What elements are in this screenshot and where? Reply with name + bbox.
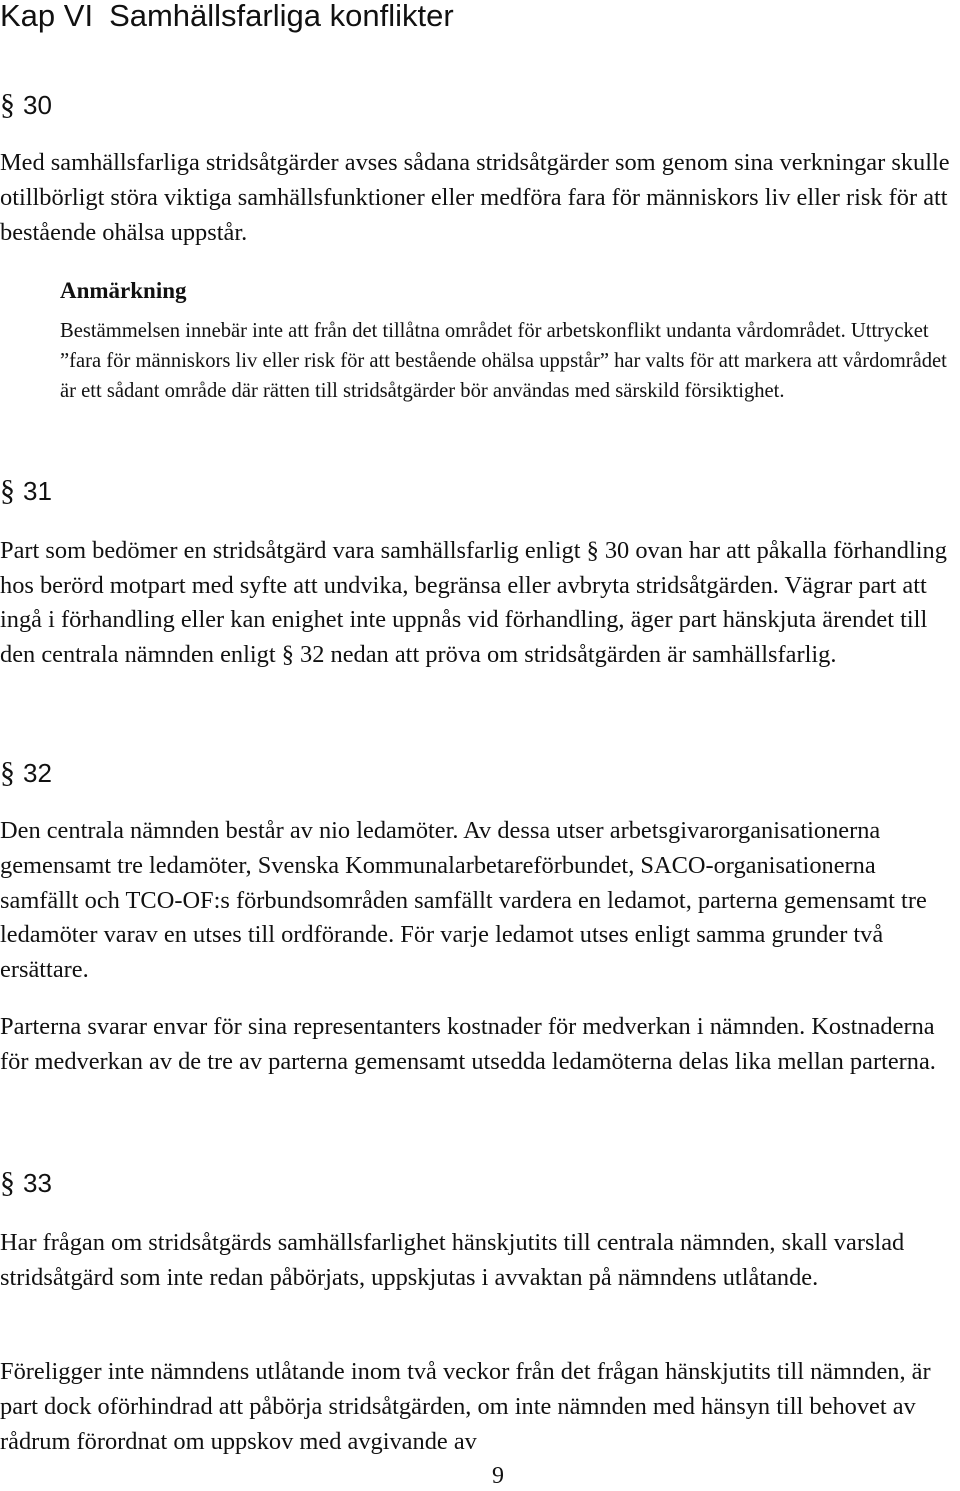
page-number: 9 — [492, 1463, 504, 1489]
section-32-paragraph-1: Den centrala nämnden består av nio ledamöter. Av dessa utser arbetsgivarorganisationerna gemensamt tre ledamöter, Svenska Kommunalarbetareförbundet, SACO-organisationerna samfällt och TCO-OF:s förbundsområden samfällt vardera en ledamot, parterna gemensamt tre ledamöter varav en utses till ordförande. För varje ledamot utses enligt samma grunder två ersättare. — [0, 817, 927, 984]
remark-text: Bestämmelsen innebär inte att från det tillåtna området för arbetskonflikt undanta vårdområdet. Uttrycket ”fara för människors liv eller risk för att bestående ohälsa uppstår” har valts för att markera att vårdområdet är ett sådant område där rätten till stridsåtgärder bör användas med särskild försiktighet. — [60, 320, 947, 403]
section-symbol: § — [0, 88, 15, 121]
section-symbol: § — [0, 474, 15, 507]
section-31-paragraph: Part som bedömer en stridsåtgärd vara samhällsfarlig enligt § 30 ovan har att påkalla förhandling hos berörd motpart med syfte att undvika, begränsa eller avbryta stridsåtgärden. Vägrar part att ingå i förhandling eller kan enighet inte uppnås vid förhandling, äger part hänskjuta ärendet till den centrala nämnden enligt § 32 nedan att pröva om stridsåtgärden är samhällsfarlig. — [0, 537, 947, 668]
remark-heading: Anmärkning — [60, 278, 187, 303]
chapter-label: Kap VI — [0, 0, 94, 33]
section-number: 33 — [23, 1168, 52, 1198]
section-33-paragraph-2: Föreligger inte nämndens utlåtande inom två veckor från det frågan hänskjutits till nämnden, är part dock oförhindrad att påbörja stridsåtgärden, om inte nämnden med hänsyn till behovet av rådrum förordnat om uppskov med avgivande av — [0, 1358, 931, 1455]
section-number: 32 — [23, 758, 52, 788]
section-30-paragraph: Med samhällsfarliga stridsåtgärder avses sådana stridsåtgärder som genom sina verkningar skulle otillbörligt störa viktiga samhällsfunktioner eller medföra fara för människors liv eller risk för att bestående ohälsa uppstår. — [0, 149, 950, 246]
section-33-paragraph-1: Har frågan om stridsåtgärds samhällsfarlighet hänskjutits till centrala nämnden, skall varslad stridsåtgärd som inte redan påbörjats, uppskjutas i avvaktan på nämndens utlåtande. — [0, 1229, 905, 1291]
section-number: 31 — [23, 476, 52, 506]
section-heading-33 — [0, 1166, 952, 1200]
chapter-title: Samhällsfarliga konflikter — [109, 0, 454, 33]
section-heading-32 — [0, 756, 952, 790]
section-symbol: § — [0, 1166, 15, 1199]
section-number: 30 — [23, 90, 52, 120]
section-heading-31 — [0, 474, 952, 508]
section-32-paragraph-2: Parterna svarar envar för sina representanters kostnader för medverkan i nämnden. Kostnaderna för medverkan av de tre av parterna gemensamt utsedda ledamöterna delas lika mellan parterna. — [0, 1013, 936, 1075]
section-symbol: § — [0, 756, 15, 789]
chapter-heading — [0, 0, 952, 36]
section-heading-30 — [0, 88, 952, 122]
